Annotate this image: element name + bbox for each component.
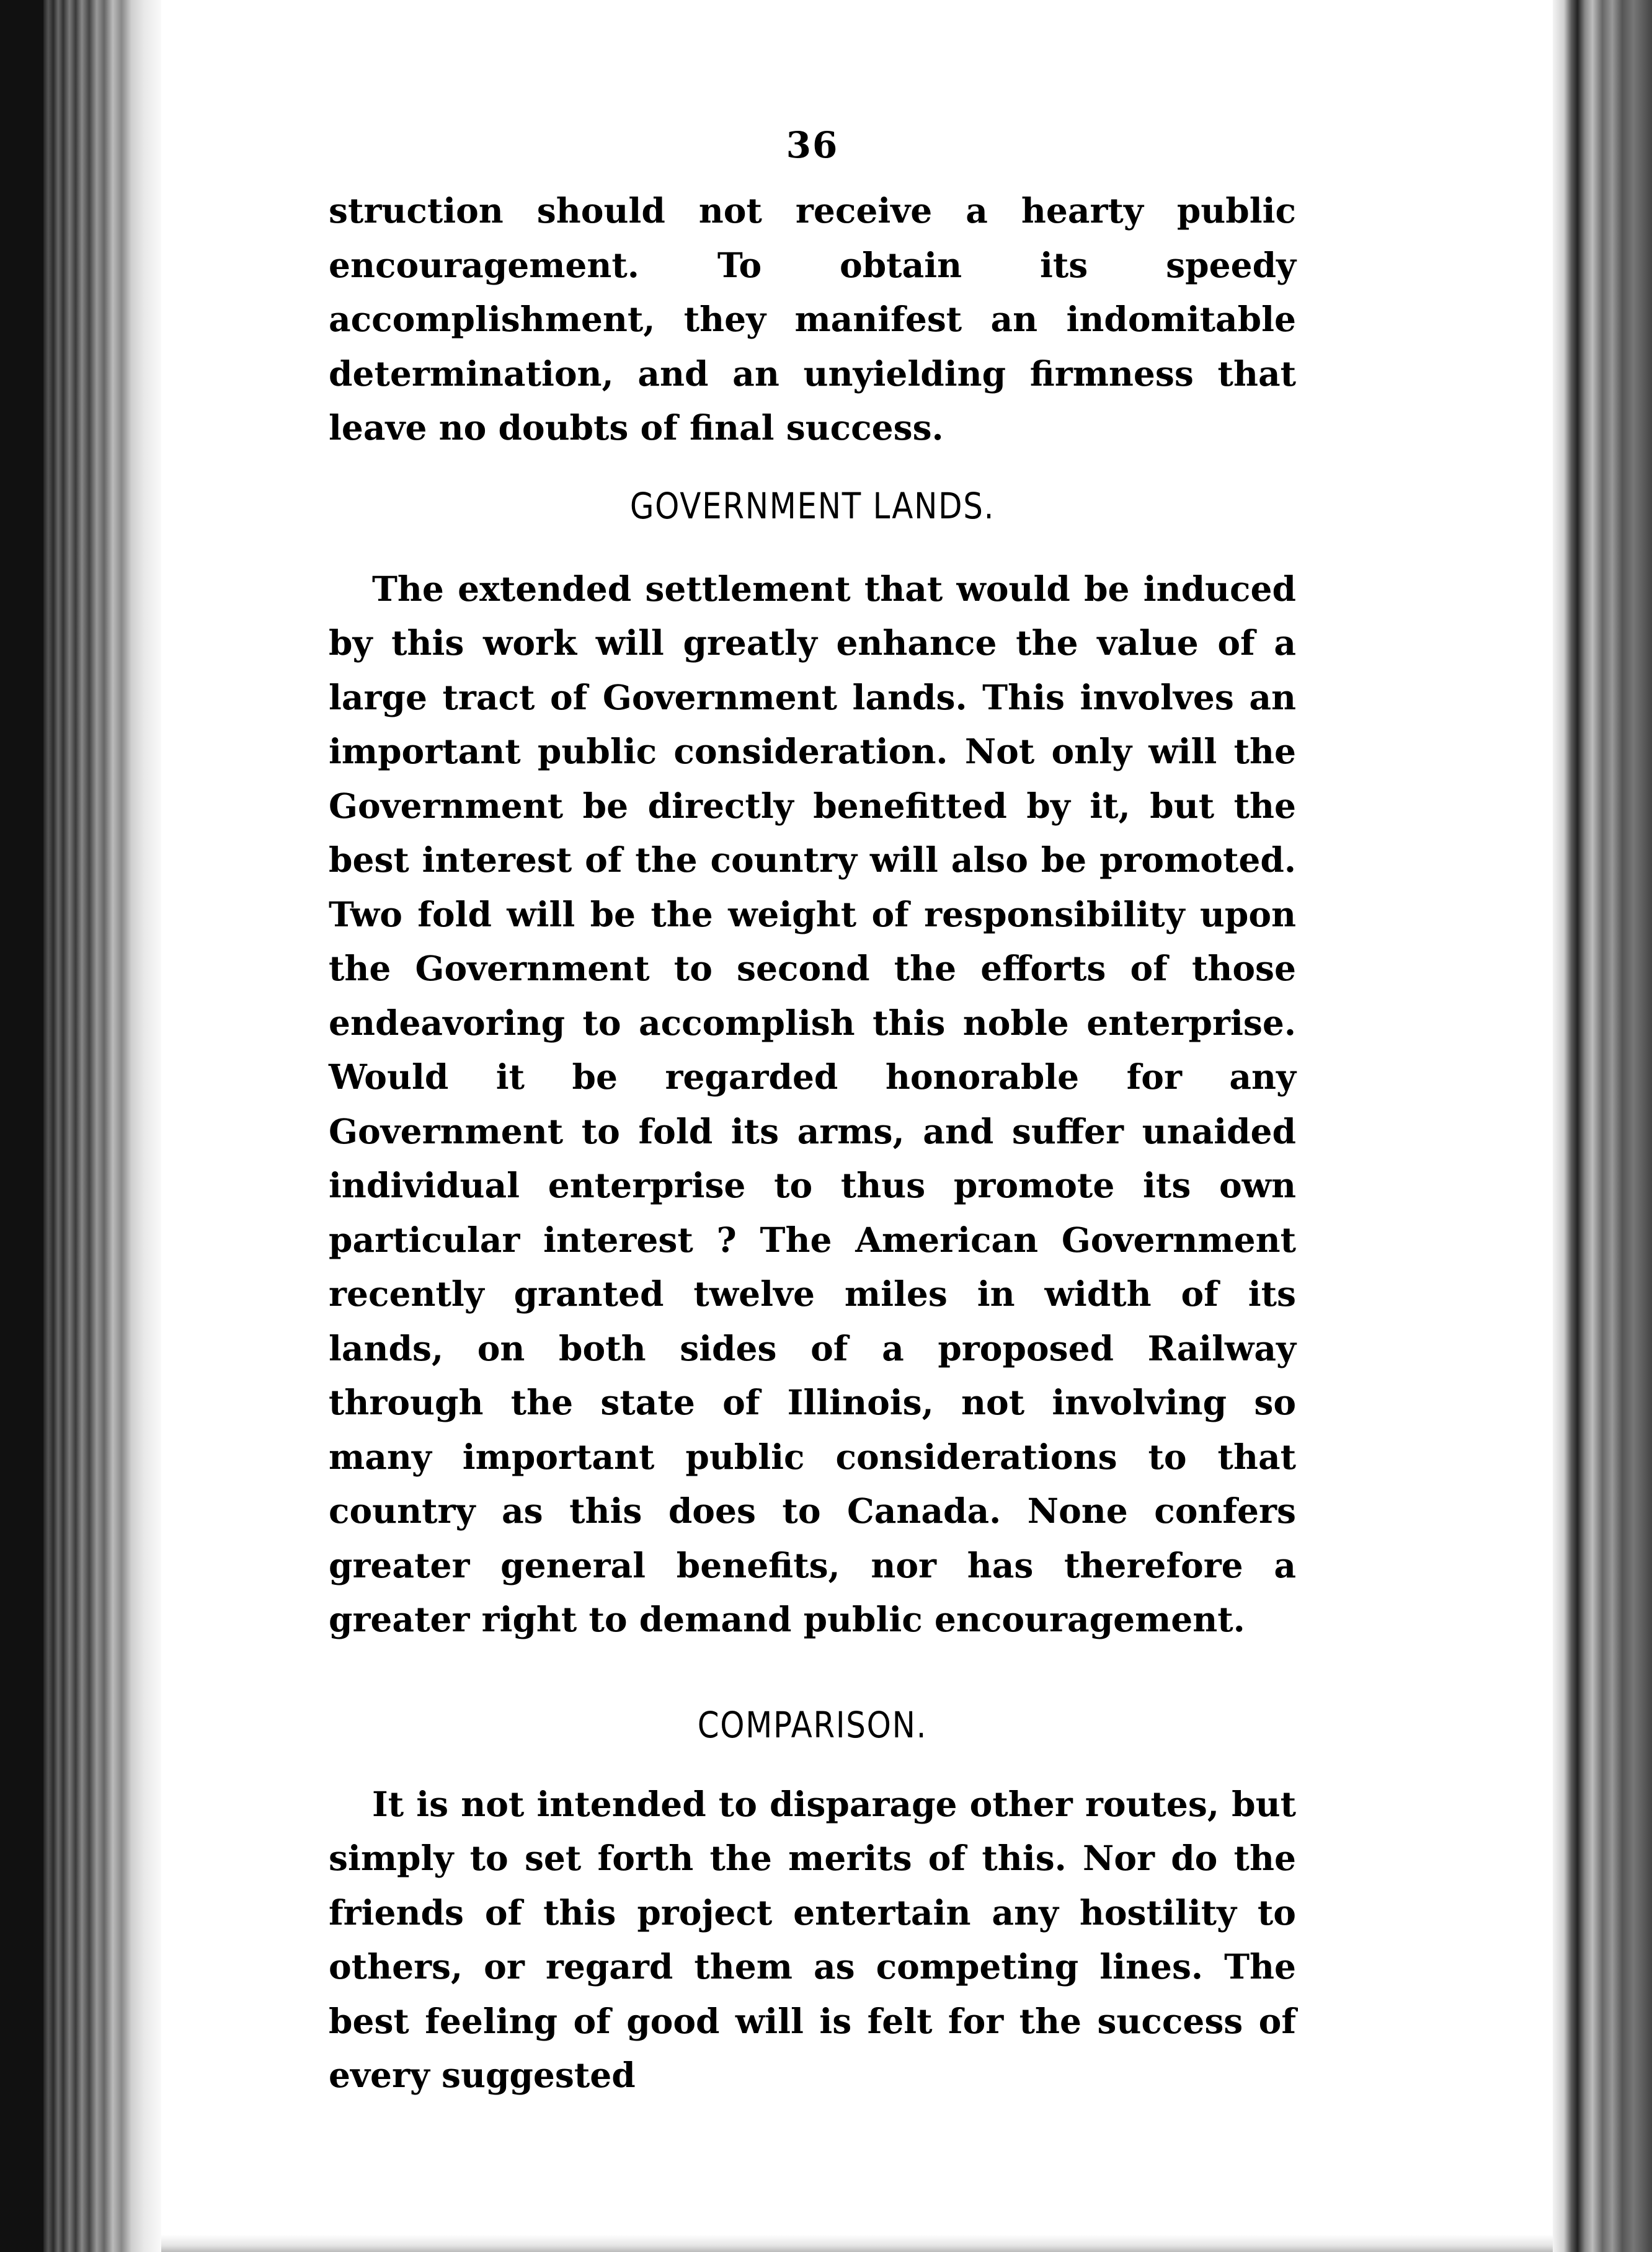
paragraph-intro: struction should not receive a hearty public encouragement. To obtain its speedy accomplishment, they manifest an indomitable determination, and an unyielding firmness that leave no doubts of final success.: [329, 190, 1296, 448]
paragraph-government-lands: The extended settlement that would be induced by this work will greatly enhance the value of a large tract of Government lands. This involves an important public consideration. Not only will the Government be directly benefitted by it, but the best interest of the country will also be promoted. Two fold will be the weight of responsibility upon the Government to second the efforts of those endeavoring to accomplish this noble enterprise. Would it be regarded honorable for any Government to fold its arms, and suffer unaided individual enterprise to thus promote its own particular interest ? The American Government recently granted twelve miles in width of its lands, on both sides of a proposed Railway through the state of Illinois, not involving so many important public considerations to that country as this does to Canada. None confers greater general benefits, nor has therefore a greater right to demand public encouragement.: [329, 568, 1296, 1639]
page-edge-bottom: [161, 2235, 1553, 2252]
page-number: 36: [786, 124, 839, 166]
page-edge-right: [1553, 0, 1652, 2252]
page-edge-left: [43, 0, 161, 2252]
heading-comparison: COMPARISON.: [697, 1703, 928, 1746]
heading-government-lands: GOVERNMENT LANDS.: [629, 484, 995, 527]
book-page: [329, 124, 1296, 2103]
paragraph-comparison: It is not intended to disparage other routes, but simply to set forth the merits of this. Nor do the friends of this project entertain any hostility to others, or regard them as competing lines. The best feeling of good will is felt for the success of every suggested: [329, 1783, 1296, 2095]
binding-shadow-left: [0, 0, 43, 2252]
